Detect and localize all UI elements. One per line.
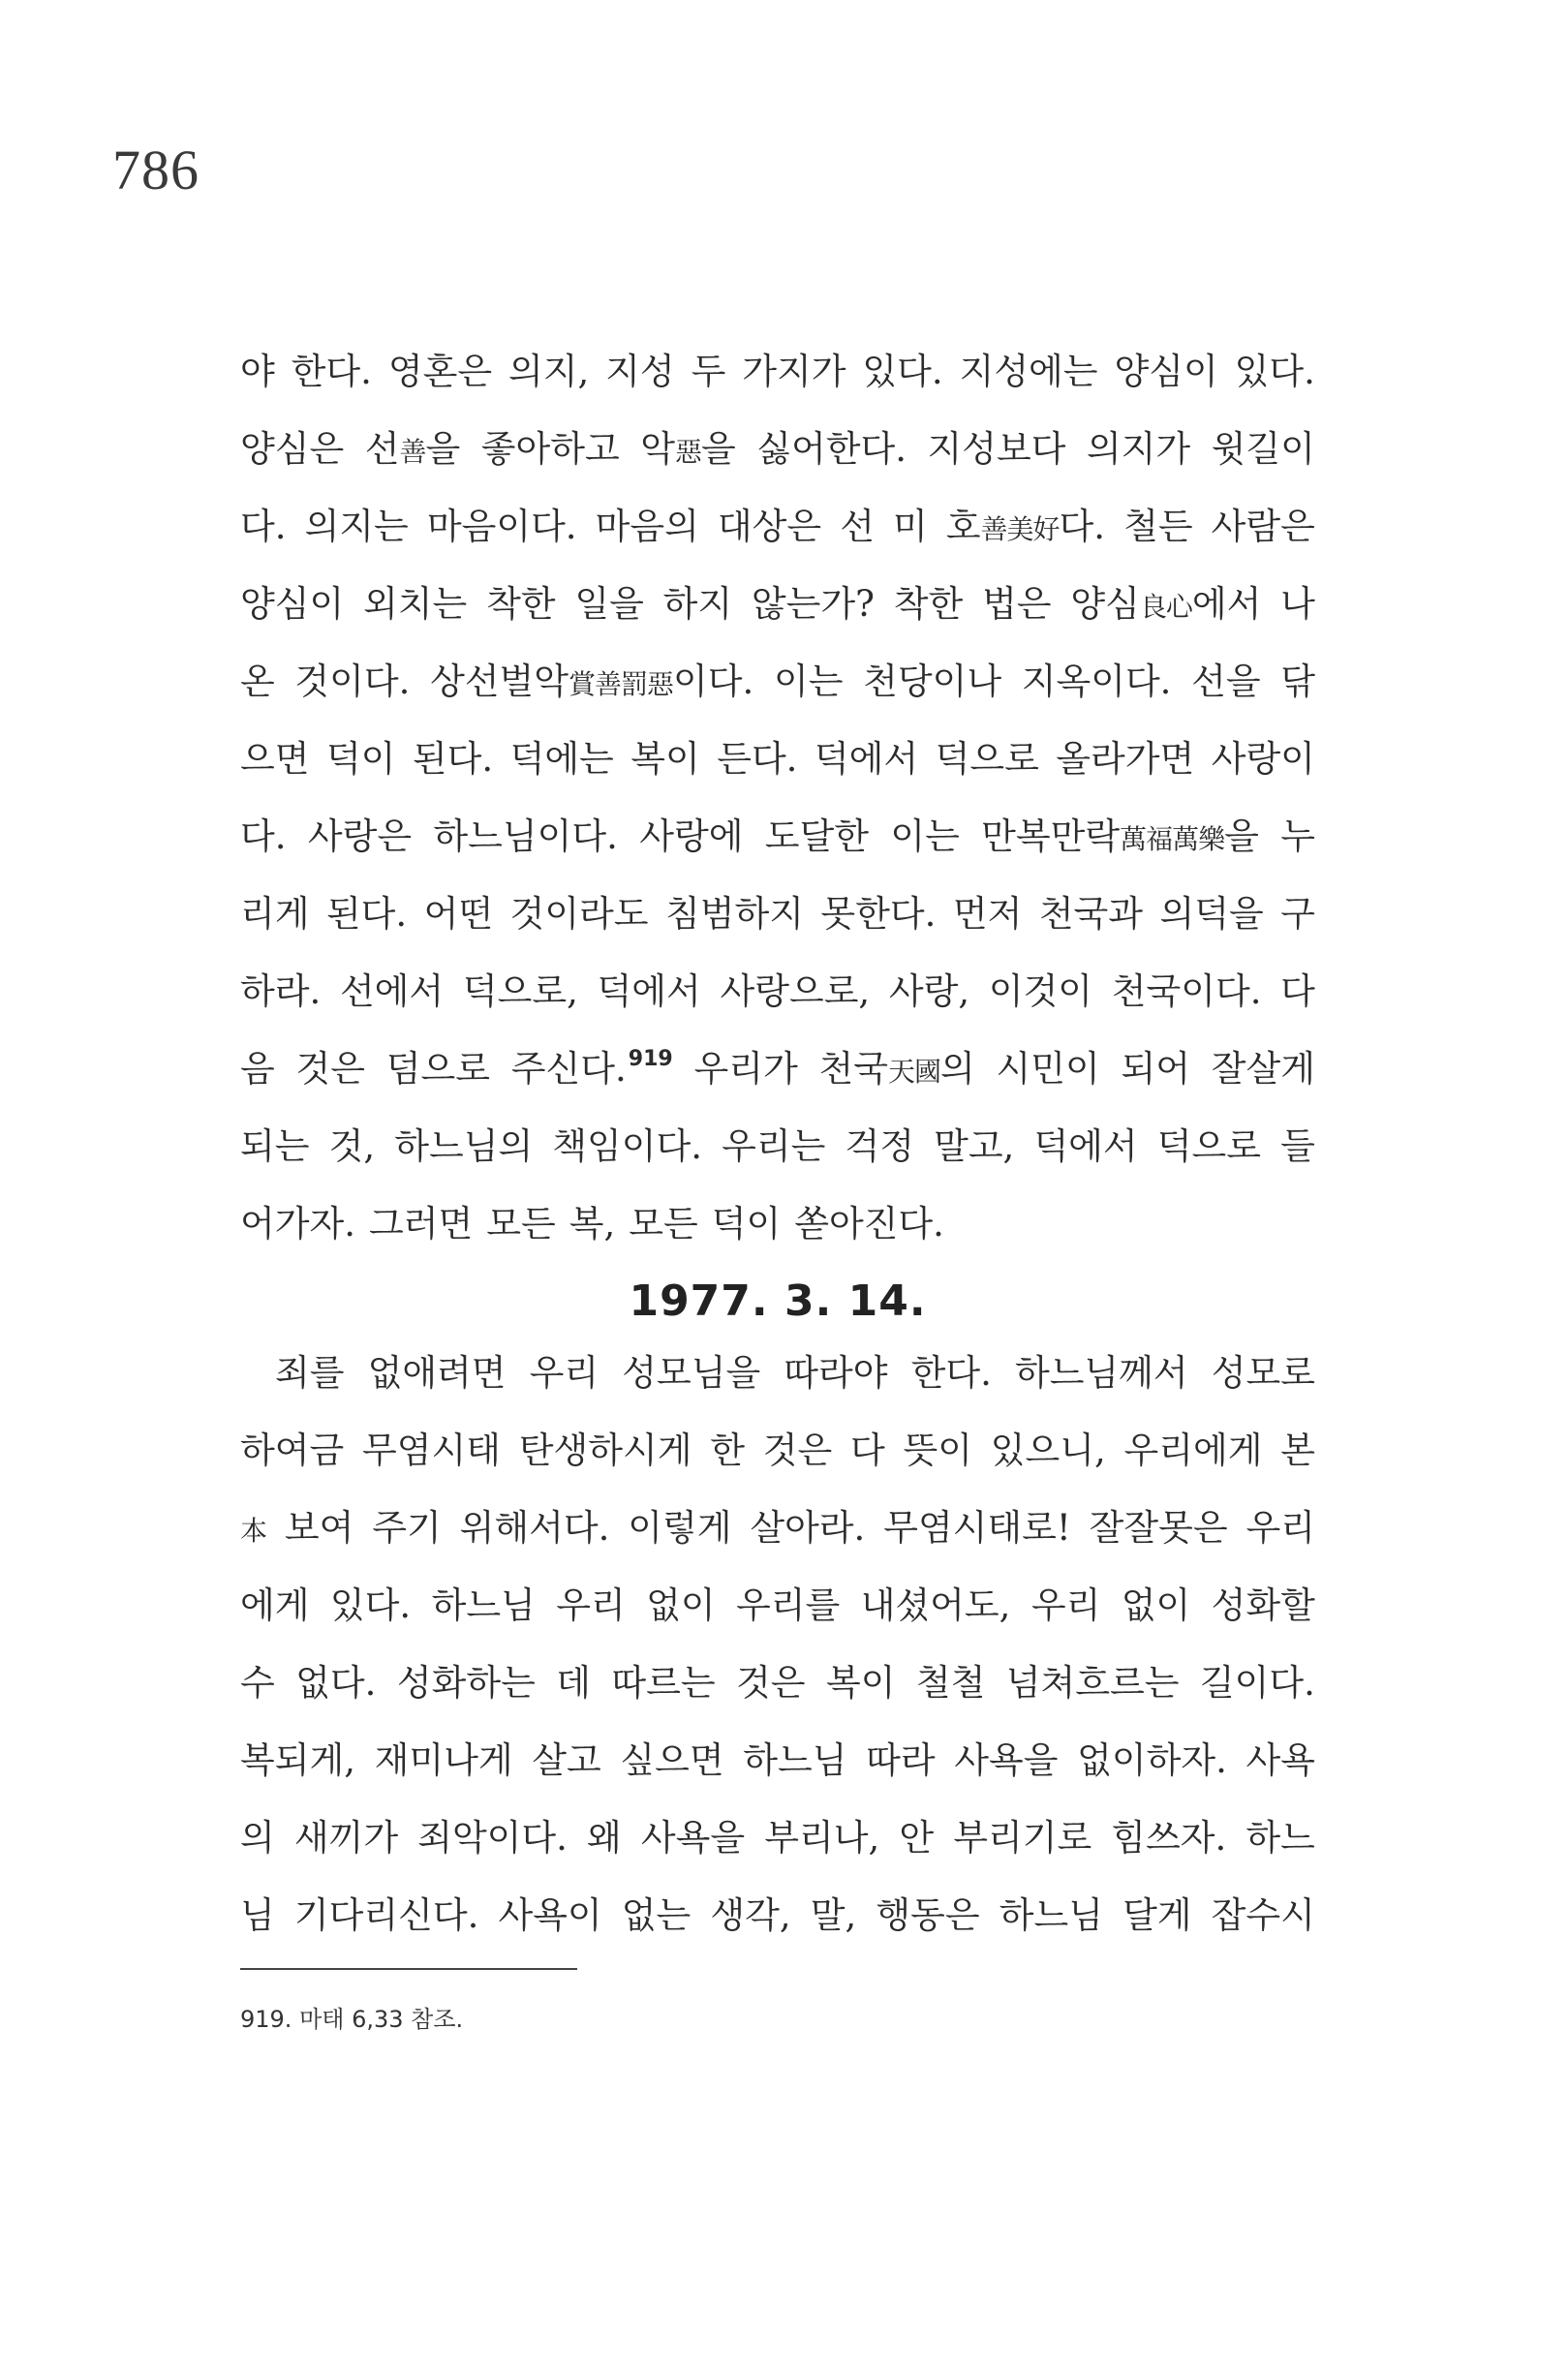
word: 양심良心에서	[1070, 583, 1262, 625]
word: 주신다.$^{919}$	[510, 1047, 673, 1090]
text-line	[240, 1567, 1315, 1645]
word: 우리	[556, 1584, 626, 1626]
word: 다	[1280, 970, 1315, 1012]
word: 달게	[1122, 1894, 1192, 1936]
text-line	[240, 333, 1315, 411]
text-line	[240, 1185, 1315, 1263]
word: 선	[840, 506, 875, 547]
word: 누	[1280, 815, 1315, 857]
word: 의	[240, 1817, 275, 1859]
word: 천국天國의	[818, 1048, 975, 1090]
word: 부리나,	[764, 1817, 880, 1859]
section-heading-date: 1977. 3. 14.	[629, 1276, 927, 1326]
word: 우리	[529, 1352, 600, 1394]
word: 것이라도	[509, 893, 649, 935]
word: 한다.	[291, 351, 372, 392]
word: 어떤	[423, 893, 494, 935]
word: 에게	[240, 1584, 310, 1626]
word: 사랑에	[639, 815, 744, 857]
word: 도달한	[764, 815, 870, 857]
word: 우리	[1030, 1584, 1101, 1626]
text-line	[240, 1877, 1315, 1954]
word: 말,	[810, 1894, 857, 1936]
word: 복이	[825, 1662, 896, 1704]
word: 사욕이	[498, 1894, 602, 1936]
word: 것이다.	[294, 661, 411, 702]
word: 뜻이	[903, 1430, 972, 1471]
word: 음	[240, 1048, 275, 1090]
body-paragraph-1	[240, 333, 1315, 1263]
word: 하느님	[431, 1584, 536, 1626]
hanja-gloss: 天國	[887, 1056, 940, 1088]
word: 복되게,	[240, 1739, 355, 1781]
word: 왜	[587, 1817, 622, 1859]
word: 말고,	[934, 1125, 1015, 1167]
word: 기다리신다.	[293, 1894, 479, 1936]
text-line	[240, 1108, 1315, 1185]
word: 없이	[1121, 1584, 1191, 1626]
word: 주기	[372, 1507, 442, 1549]
word: 만복만락萬福萬樂을	[981, 815, 1259, 857]
word: 없애려면	[367, 1352, 507, 1394]
word: 사랑이	[1211, 738, 1315, 780]
word: 없이	[646, 1584, 716, 1626]
word: 것은	[762, 1430, 833, 1471]
text-line	[240, 798, 1315, 876]
word: 천국이다.	[1111, 970, 1262, 1012]
word: 새끼가	[293, 1817, 399, 1859]
word: 덕에서	[1033, 1125, 1138, 1167]
word: 힘쓰자.	[1111, 1817, 1227, 1859]
word: 님	[240, 1894, 275, 1936]
word: 것은	[295, 1048, 365, 1090]
word: 보여	[284, 1507, 354, 1549]
word: 본	[1280, 1430, 1315, 1471]
word: 들	[1280, 1125, 1315, 1167]
text-line	[240, 1030, 1315, 1108]
word: 지성	[605, 351, 675, 392]
word: 사람은	[1211, 506, 1315, 547]
word: 잡수시	[1211, 1894, 1315, 1936]
page-number: 786	[112, 138, 200, 201]
word: 외치는	[363, 583, 468, 625]
hanja-gloss: 善	[399, 436, 426, 468]
word: 닦	[1280, 661, 1315, 702]
text-line	[240, 411, 1315, 488]
word: 재미나게	[374, 1739, 513, 1781]
word: 하여금	[240, 1430, 345, 1471]
word: 복이	[630, 738, 700, 780]
word: 덤으로	[385, 1048, 490, 1090]
text-line	[240, 488, 1315, 566]
word: 덕에서	[597, 970, 701, 1012]
hanja-gloss: 惡	[674, 436, 701, 468]
text-line	[240, 721, 1315, 798]
word: 성화할	[1211, 1584, 1315, 1626]
word: 좋아하고	[480, 428, 620, 470]
word: 덕이	[711, 1203, 782, 1245]
hanja-gloss: 賞善罰惡	[569, 668, 674, 700]
word: 사욕	[1245, 1739, 1315, 1781]
word: 성화하는	[396, 1662, 536, 1704]
hanja-gloss: 良心	[1139, 591, 1192, 623]
word: 없이하자.	[1077, 1739, 1227, 1781]
word: 으면	[240, 738, 310, 780]
word: 선을	[1191, 661, 1261, 702]
word: 행동은	[876, 1894, 980, 1936]
word: 일을	[574, 583, 644, 625]
word: 사랑,	[888, 970, 970, 1012]
word: 넘쳐흐르는	[1005, 1662, 1180, 1704]
word: 덕으로	[1156, 1125, 1262, 1167]
word: 호善美好다.	[945, 506, 1106, 547]
word: 싫어한다.	[756, 428, 907, 470]
word: 하느	[1245, 1817, 1315, 1859]
word: 천국과	[1038, 893, 1144, 935]
word: 양심이	[1114, 351, 1218, 392]
word: 법은	[982, 583, 1052, 625]
word: 의지가	[1086, 428, 1191, 470]
word: 마음의	[595, 506, 699, 547]
word: 살고	[532, 1739, 601, 1781]
word: 어가자.	[240, 1203, 355, 1245]
word: 두	[691, 351, 726, 392]
word: 있다.	[1234, 351, 1315, 392]
word: 위해서다.	[459, 1507, 610, 1549]
word: 죄악이다.	[417, 1817, 568, 1859]
word: 되어	[1121, 1048, 1190, 1090]
word: 사랑으로,	[720, 970, 871, 1012]
word: 먼저	[952, 893, 1023, 935]
word: 올라가면	[1056, 738, 1195, 780]
word: 따라야	[784, 1352, 888, 1394]
word: 철철	[915, 1662, 986, 1704]
text-line	[240, 1335, 1315, 1412]
text-line	[240, 1799, 1315, 1877]
word: 의지는	[304, 506, 409, 547]
word: 한다.	[910, 1352, 992, 1394]
word: 있다.	[862, 351, 943, 392]
word: 모든	[486, 1203, 556, 1245]
word: 무염시태로!	[883, 1507, 1071, 1549]
word: 잘잘못은	[1089, 1507, 1228, 1549]
word: 의덕을	[1159, 893, 1264, 935]
word: 있다.	[329, 1584, 412, 1626]
text-line	[240, 876, 1315, 953]
word: 우리가	[693, 1048, 798, 1090]
hanja-gloss: 善美好	[980, 513, 1060, 545]
word: 하라.	[240, 970, 322, 1012]
word: 가지가	[742, 351, 846, 392]
word: 않는가?	[751, 583, 875, 625]
word: 있으니,	[990, 1430, 1106, 1471]
text-line	[240, 953, 1315, 1030]
word: 무염시태	[362, 1430, 501, 1471]
word: 못한다.	[820, 893, 937, 935]
word: 덕에는	[509, 738, 614, 780]
word: 덕이	[325, 738, 396, 780]
word: 데	[556, 1662, 591, 1704]
word: 살아라.	[750, 1507, 866, 1549]
word: 철든	[1123, 506, 1193, 547]
word: 하느님께서	[1014, 1352, 1188, 1394]
word: 미	[892, 506, 928, 547]
word: 우리	[1245, 1507, 1315, 1549]
word: 대상은	[717, 506, 822, 547]
word: 든다.	[717, 738, 798, 780]
word: 의지,	[508, 351, 590, 392]
word: 양심이	[240, 583, 345, 625]
word: 다	[849, 1430, 885, 1471]
word: 선善을	[364, 428, 461, 470]
word: 양심은	[240, 428, 345, 470]
word: 수	[240, 1662, 275, 1704]
word: 착한	[486, 583, 556, 625]
word: 덕으로	[935, 738, 1039, 780]
word: 하느님이다.	[433, 815, 618, 857]
word: 리게	[240, 893, 310, 935]
word: 성모님을	[622, 1352, 761, 1394]
word: 이것이	[988, 970, 1093, 1012]
word: 지성에는	[959, 351, 1098, 392]
word: 잘살게	[1211, 1048, 1315, 1090]
word: 침범하지	[665, 893, 804, 935]
word: 하느님	[743, 1739, 847, 1781]
word: 탄생하시게	[518, 1430, 692, 1471]
body-paragraph-2	[240, 1335, 1315, 1954]
word: 악惡을	[640, 428, 736, 470]
word: 되는	[240, 1125, 310, 1167]
word: 나	[1280, 583, 1315, 625]
word: 따르는	[611, 1662, 716, 1704]
word: 구	[1280, 893, 1315, 935]
word: 지성보다	[927, 428, 1066, 470]
word: 영혼은	[387, 351, 493, 392]
word: 생각,	[710, 1894, 791, 1936]
word: 덕에서	[814, 738, 919, 780]
word: 하느님의	[394, 1125, 534, 1167]
word: 것,	[328, 1125, 376, 1167]
footnote-919: 919. 마태 6,33 참조.	[240, 2006, 464, 2033]
word: 상선벌악賞善罰惡이다.	[430, 661, 754, 702]
word: 책임이다.	[552, 1125, 703, 1167]
word: 없는	[621, 1894, 692, 1936]
text-line	[240, 1722, 1315, 1799]
word: 걱정	[845, 1125, 914, 1167]
word: 다.	[240, 815, 287, 857]
word: 다.	[240, 506, 287, 547]
word: 내셨어도,	[860, 1584, 1011, 1626]
word: 복,	[569, 1203, 616, 1245]
word: 된다.	[325, 893, 408, 935]
word: 이는	[890, 815, 960, 857]
word: 죄를	[275, 1352, 345, 1394]
word: 된다.	[412, 738, 494, 780]
word: 싶으면	[620, 1739, 724, 1781]
word: 한	[710, 1430, 745, 1471]
word: 따라	[866, 1739, 936, 1781]
word: 시민이	[996, 1048, 1100, 1090]
word	[240, 1490, 266, 1570]
word: 우리를	[736, 1584, 841, 1626]
word: 모든	[629, 1203, 698, 1245]
word: 우리는	[722, 1125, 826, 1167]
text-line	[240, 1645, 1315, 1722]
word: 것은	[736, 1662, 806, 1704]
word: 안	[899, 1817, 935, 1859]
word: 사욕을	[954, 1739, 1059, 1781]
word: 착한	[893, 583, 964, 625]
footnote-ref: 919	[628, 1047, 673, 1071]
word: 천당이나	[863, 661, 1002, 702]
word: 쏟아진다.	[794, 1203, 944, 1245]
word: 야	[240, 351, 275, 392]
word: 그러면	[369, 1203, 474, 1245]
word: 우리에게	[1123, 1430, 1263, 1471]
text-line	[240, 566, 1315, 643]
word: 길이다.	[1199, 1662, 1315, 1704]
word: 덕으로,	[462, 970, 578, 1012]
word: 사랑은	[307, 815, 413, 857]
hanja-gloss: 萬福萬樂	[1120, 823, 1225, 855]
word: 마음이다.	[426, 506, 577, 547]
word: 온	[240, 661, 275, 702]
word: 없다.	[295, 1662, 377, 1704]
word: 지옥이다.	[1021, 661, 1172, 702]
text-line	[240, 1490, 1315, 1567]
hanja-gloss: 本	[240, 1515, 267, 1547]
word: 이렇게	[628, 1507, 732, 1549]
word: 성모로	[1211, 1352, 1315, 1394]
word: 사욕을	[640, 1817, 746, 1859]
word: 선에서	[339, 970, 445, 1012]
word: 하지	[662, 583, 733, 625]
word: 부리기로	[953, 1817, 1092, 1859]
word: 하느님	[999, 1894, 1103, 1936]
word: 윗길이	[1211, 428, 1315, 470]
text-line	[240, 643, 1315, 721]
footnote-divider	[240, 1968, 577, 1970]
word: 이는	[773, 661, 844, 702]
text-line	[240, 1412, 1315, 1490]
